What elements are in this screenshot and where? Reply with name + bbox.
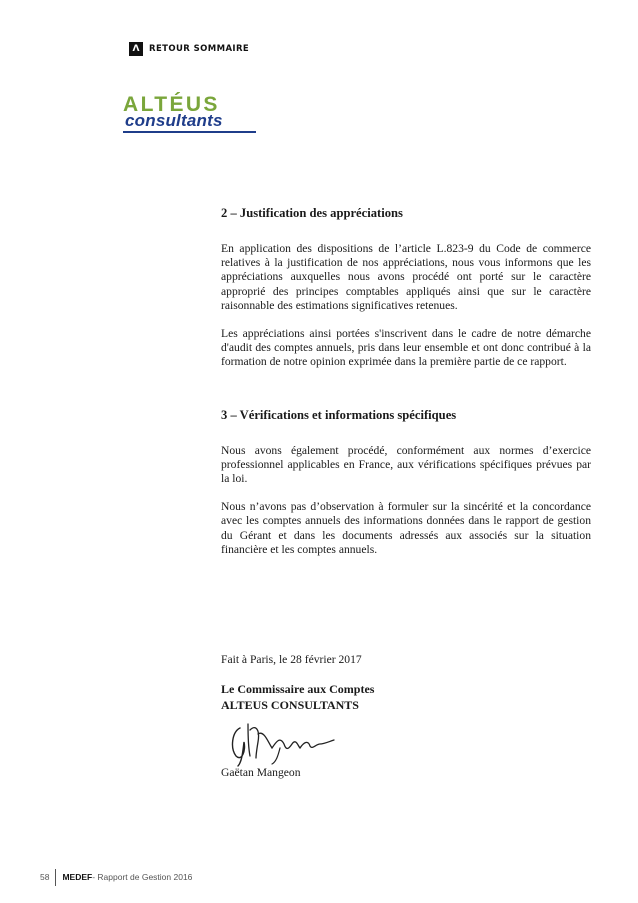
back-to-summary-link[interactable]	[129, 41, 249, 57]
section3-heading: 3 – Vérifications et informations spécifiques	[221, 407, 457, 422]
closing-block	[221, 652, 521, 714]
caret-up-icon: Λ	[129, 42, 143, 56]
place-date: Fait à Paris, le 28 février 2017	[221, 653, 362, 666]
section3-paragraph-1: Nous avons également procédé, conformément aux normes d’exercice professionnel applicables en France, aux vérifications spécifiques prévues par la loi.	[221, 443, 591, 486]
logo-line1: ALTÉUS	[123, 93, 220, 116]
page-number: 58	[40, 872, 50, 882]
logo-underline	[123, 131, 256, 133]
report-body	[221, 205, 591, 571]
footer-title: - Rapport de Gestion 2016	[92, 872, 193, 882]
auditor-role: Le Commissaire aux Comptes	[221, 682, 375, 696]
footer-separator	[55, 869, 56, 886]
section3-paragraph-2: Nous n’avons pas d’observation à formuler sur la sincérité et la concordance avec les comptes annuels des informations données dans le rapport de gestion du Gérant et dans les documents adressés aux associés sur la situation financière et les comptes annuels.	[221, 500, 591, 556]
back-to-summary-label: RETOUR SOMMAIRE	[149, 44, 250, 54]
signatory-name: Gaëtan Mangeon	[221, 766, 301, 779]
alteus-logo	[121, 94, 256, 134]
handwritten-signature	[226, 720, 344, 768]
section2-paragraph-2: Les appréciations ainsi portées s'inscrivent dans le cadre de notre démarche d'audit des comptes annuels, pris dans leur ensemble et ont donc contribué à la formation de notre opinion exprimée dans la première partie de ce rapport.	[221, 327, 591, 369]
section2-paragraph-1: En application des dispositions de l’article L.823-9 du Code de commerce relatives à la justification de nos appréciations, nous vous informons que les appréciations auxquelles nous avons procédé ont porté sur le caractère approprié des principes comptables appliqués ainsi que sur le caractère raisonnable des estimations significatives retenues.	[221, 242, 591, 312]
section2-heading: 2 – Justification des appréciations	[221, 206, 403, 220]
auditor-firm: ALTEUS CONSULTANTS	[221, 698, 359, 712]
page-footer	[40, 868, 192, 886]
logo-line2: consultants	[125, 111, 223, 130]
footer-brand: MEDEF	[62, 872, 93, 882]
